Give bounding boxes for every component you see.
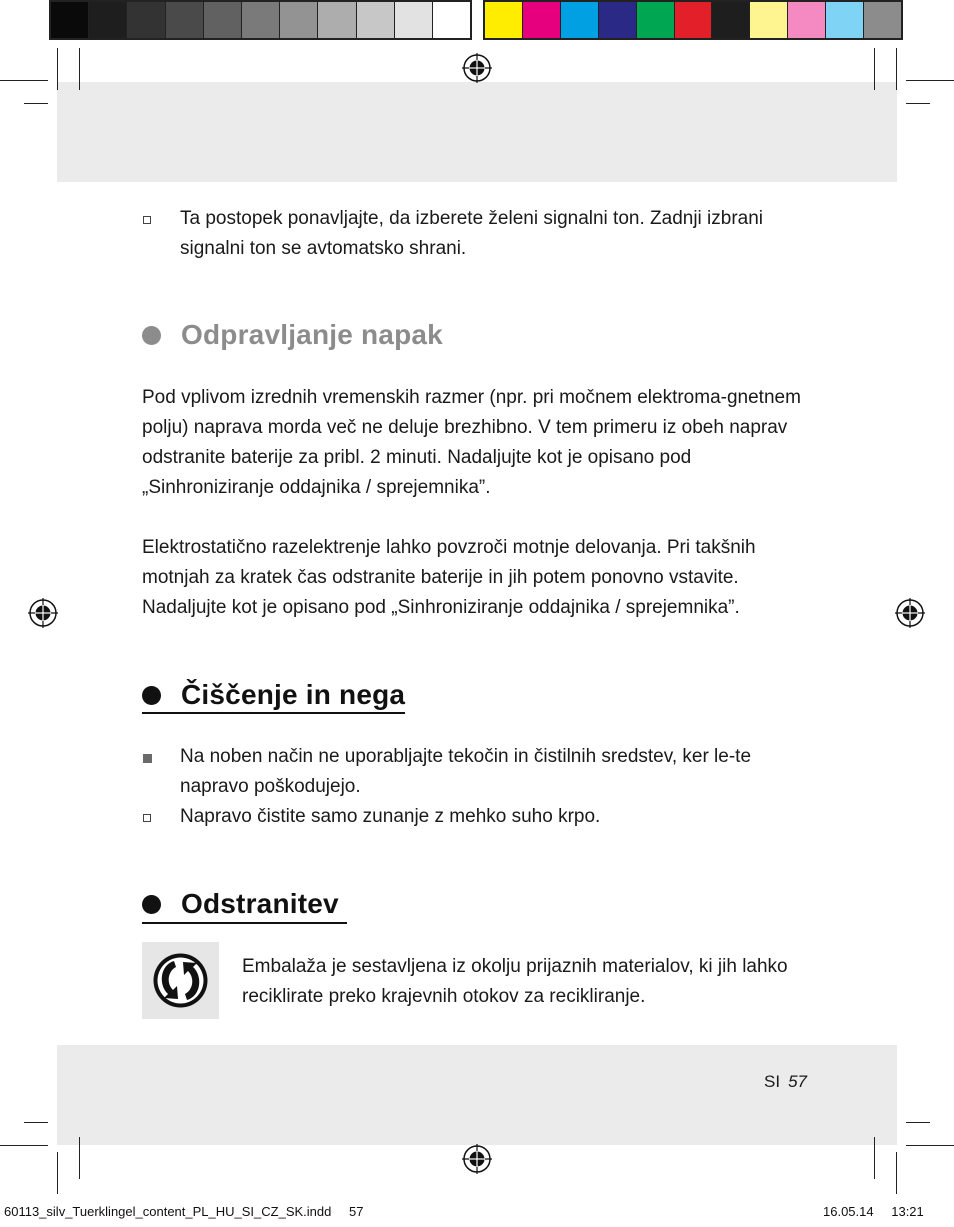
grayscale-calibration-bar [49, 0, 472, 40]
paragraph: Embalaža je sestavljena iz okolju prijaznih materialov, ki jih lahko reciklirate preko krajevnih otokov za recikliranje. [242, 956, 788, 1007]
list-item [142, 742, 822, 802]
process-color-swatch [561, 2, 599, 38]
heading-bullet-icon [142, 326, 161, 345]
process-color-swatch [712, 2, 750, 38]
registration-mark-icon [462, 1144, 492, 1174]
warning-text: Na noben način ne uporabljajte tekočin in čistilnih sredstev, ker le-te napravo poškodujejo. [180, 746, 752, 797]
footer-date: 16.05.14 [823, 1204, 874, 1219]
process-color-swatch [788, 2, 826, 38]
color-calibration-bar [483, 0, 903, 40]
section-heading-troubleshooting [142, 319, 443, 351]
crop-mark [896, 1152, 897, 1194]
header-band [57, 82, 897, 182]
heading-title: Odpravljanje napak [181, 319, 443, 350]
crop-mark [896, 48, 897, 90]
intro-step [142, 204, 822, 264]
section-heading-cleaning [142, 679, 405, 711]
grayscale-swatch [89, 2, 127, 38]
heading-bullet-icon [142, 895, 161, 914]
process-color-swatch [750, 2, 788, 38]
crop-mark [0, 1145, 48, 1146]
paragraph: Elektrostatično razelektrenje lahko povzroči motnje delovanja. Pri takšnih motnjah za kratek čas odstranite baterije in jih potem ponovno vstavite. Nadaljujte kot je opisano pod „Sinhroniziranje oddajnika / sprejemnika”. [142, 537, 756, 618]
crop-mark [0, 80, 48, 81]
section-heading-disposal [142, 888, 339, 920]
footer-page: 57 [349, 1204, 364, 1219]
crop-mark [906, 1145, 954, 1146]
process-color-swatch [864, 2, 901, 38]
heading-bullet-icon [142, 686, 161, 705]
page-number-value: 57 [788, 1072, 807, 1091]
crop-mark [79, 48, 80, 90]
heading-underline [142, 922, 347, 924]
grayscale-swatch [204, 2, 242, 38]
grayscale-swatch [395, 2, 433, 38]
footer-time: 13:21 [891, 1204, 924, 1219]
warning-bullet-icon [143, 754, 152, 763]
recycling-green-dot-icon [142, 942, 219, 1019]
process-color-swatch [637, 2, 675, 38]
registration-mark-icon [28, 598, 58, 628]
grayscale-swatch [433, 2, 470, 38]
crop-mark [24, 1122, 48, 1123]
crop-mark [57, 48, 58, 90]
disposal-body [242, 952, 822, 1012]
process-color-swatch [826, 2, 864, 38]
crop-mark [57, 1152, 58, 1194]
list-item [142, 204, 822, 264]
language-code: SI [764, 1072, 781, 1091]
grayscale-swatch [357, 2, 395, 38]
crop-mark [79, 1137, 80, 1179]
grayscale-swatch [318, 2, 356, 38]
crop-mark [906, 103, 930, 104]
footer-filename: 60113_silv_Tuerklingel_content_PL_HU_SI_CZ_SK.indd [4, 1204, 332, 1219]
heading-title: Odstranitev [181, 888, 339, 919]
cleaning-body [142, 742, 822, 832]
crop-mark [874, 48, 875, 90]
crop-mark [906, 1122, 930, 1123]
footer-band [57, 1045, 897, 1145]
heading-underline [142, 712, 405, 714]
process-color-swatch [599, 2, 637, 38]
grayscale-swatch [280, 2, 318, 38]
heading-title: Čiščenje in nega [181, 679, 406, 710]
process-color-swatch [675, 2, 713, 38]
crop-mark [906, 80, 954, 81]
step-text: Ta postopek ponavljajte, da izberete želeni signalni ton. Zadnji izbrani signalni ton se avtomatsko shrani. [180, 208, 764, 259]
page-number [764, 1072, 807, 1092]
paragraph: Pod vplivom izrednih vremenskih razmer (npr. pri močnem elektroma-gnetnem polju) naprava morda več ne deluje brezhibno. V tem primeru iz obeh naprav odstranite baterije za pribl. 2 minuti. Nadaljujte kot je opisano pod „Sinhroniziranje oddajnika / sprejemnika”. [142, 387, 801, 498]
crop-mark [874, 1137, 875, 1179]
list-item [142, 802, 822, 832]
step-bullet-icon [143, 216, 151, 224]
crop-mark [24, 103, 48, 104]
footer-file-info [4, 1204, 363, 1219]
grayscale-swatch [166, 2, 204, 38]
grayscale-swatch [242, 2, 280, 38]
process-color-swatch [485, 2, 523, 38]
footer-timestamp [823, 1204, 924, 1219]
step-text: Napravo čistite samo zunanje z mehko suho krpo. [180, 806, 601, 827]
registration-mark-icon [895, 598, 925, 628]
registration-mark-icon [462, 53, 492, 83]
grayscale-swatch [127, 2, 165, 38]
process-color-swatch [523, 2, 561, 38]
troubleshooting-body [142, 383, 822, 623]
grayscale-swatch [51, 2, 89, 38]
step-bullet-icon [143, 814, 151, 822]
